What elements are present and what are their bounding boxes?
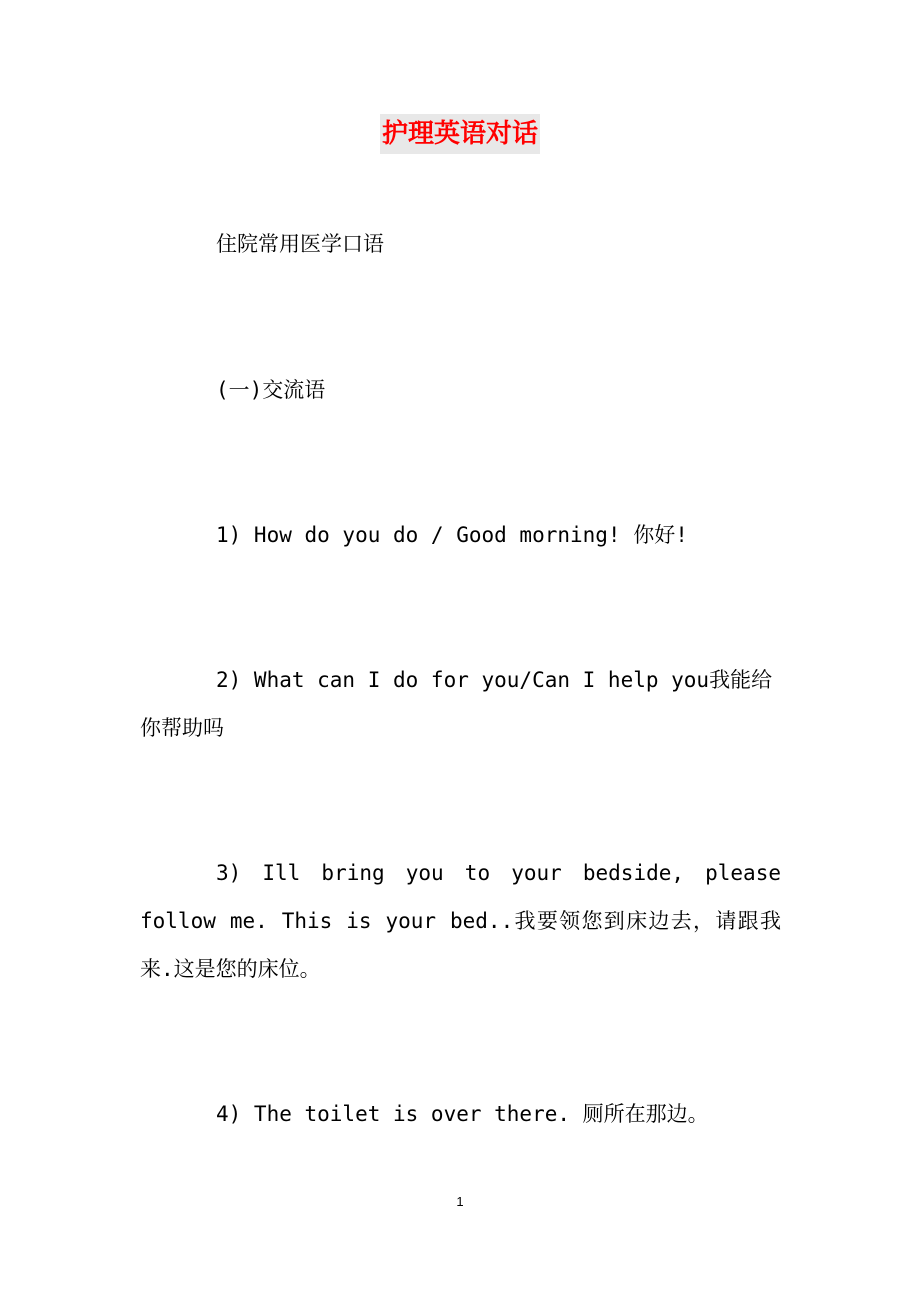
subtitle: 住院常用医学口语 xyxy=(216,232,384,256)
document-title: 护理英语对话 xyxy=(380,114,540,154)
section-heading: (一)交流语 xyxy=(216,378,326,402)
title-container xyxy=(0,114,920,154)
dialogue-item-1: 1) How do you do / Good morning! 你好! xyxy=(216,523,688,547)
dialogue-item-2: 2) What can I do for you/Can I help you我能给你帮助吗 xyxy=(140,668,773,740)
page-number: 1 xyxy=(456,1194,464,1209)
dialogue-item-4: 4) The toilet is over there. 厕所在那边。 xyxy=(216,1102,709,1126)
dialogue-item-3: 3) Ill bring you to your bedside, please follow me. This is your bed..我要领您到床边去，请跟我来.这是您的床位。 xyxy=(140,861,781,981)
